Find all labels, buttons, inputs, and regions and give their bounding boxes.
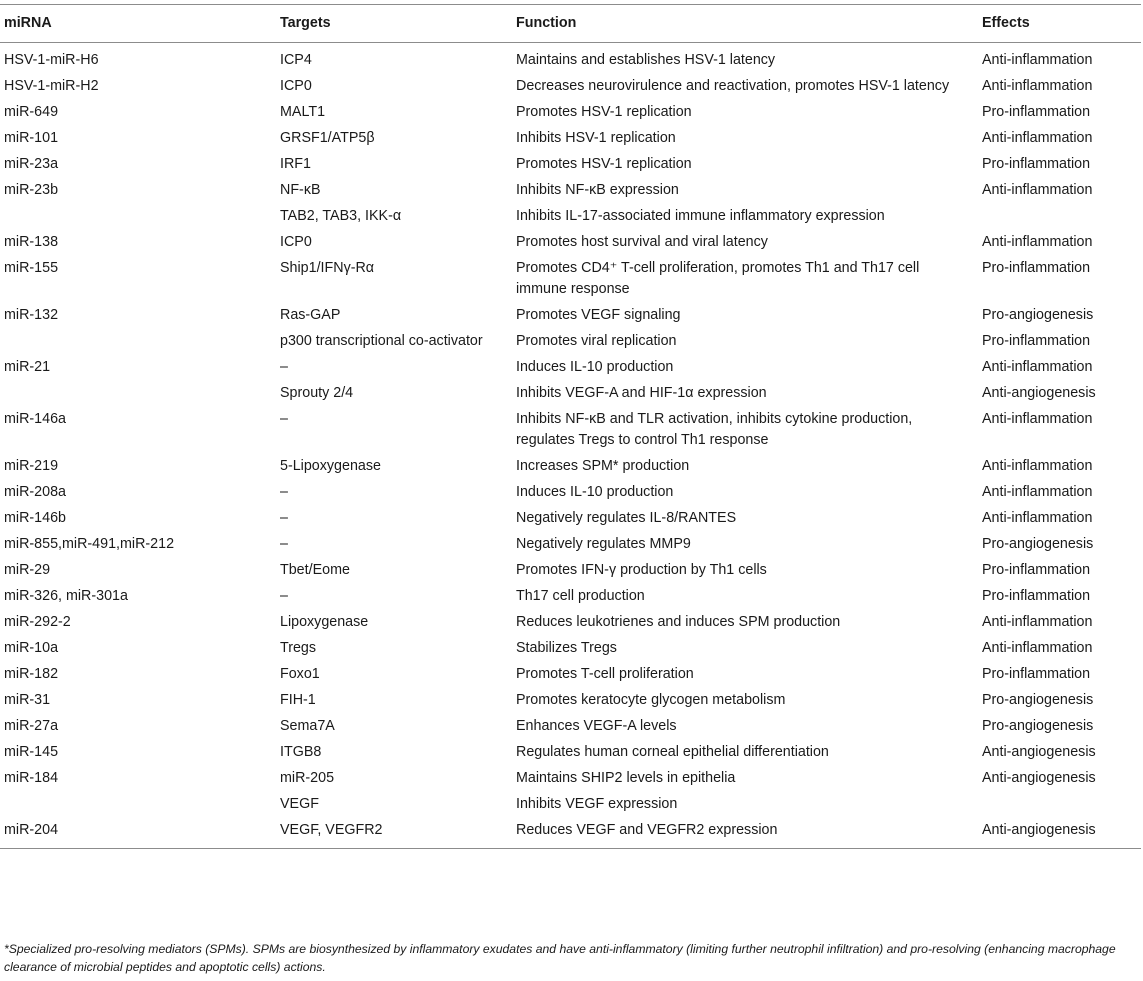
header-function: Function bbox=[516, 15, 577, 31]
cell-effects: Pro-angiogenesis bbox=[982, 718, 1094, 734]
table-row bbox=[0, 329, 1141, 355]
cell-function: Regulates human corneal epithelial differentiation bbox=[516, 744, 829, 760]
table-row bbox=[0, 818, 1141, 849]
table-row bbox=[0, 636, 1141, 662]
cell-mirna: HSV-1-miR-H2 bbox=[4, 78, 99, 94]
cell-targets: – bbox=[280, 588, 288, 604]
cell-targets: Lipoxygenase bbox=[280, 614, 369, 630]
cell-mirna: miR-31 bbox=[4, 692, 51, 708]
cell-targets: Sema7A bbox=[280, 718, 335, 734]
cell-mirna: miR-326, miR-301a bbox=[4, 588, 128, 604]
cell-effects: Pro-inflammation bbox=[982, 156, 1091, 172]
cell-effects bbox=[978, 204, 1141, 230]
cell-effects: Anti-angiogenesis bbox=[982, 822, 1096, 838]
cell-function: Inhibits IL-17-associated immune inflammatory expression bbox=[516, 208, 885, 224]
table-row bbox=[0, 381, 1141, 407]
table-row bbox=[0, 740, 1141, 766]
cell-function: Promotes CD4⁺ T-cell proliferation, promotes Th1 and Th17 cell immune response bbox=[516, 260, 920, 297]
cell-effects: Anti-inflammation bbox=[982, 234, 1093, 250]
cell-mirna: miR-23a bbox=[4, 156, 59, 172]
header-row bbox=[0, 5, 1141, 43]
cell-function: Inhibits NF-κB and TLR activation, inhibits cytokine production, regulates Tregs to control Th1 response bbox=[516, 411, 913, 448]
cell-function: Inhibits HSV-1 replication bbox=[516, 130, 676, 146]
header-mirna: miRNA bbox=[4, 15, 52, 31]
cell-effects: Pro-angiogenesis bbox=[982, 692, 1094, 708]
cell-mirna: miR-10a bbox=[4, 640, 59, 656]
cell-targets: VEGF, VEGFR2 bbox=[280, 822, 383, 838]
table-row bbox=[0, 766, 1141, 792]
cell-mirna: miR-649 bbox=[4, 104, 59, 120]
table-row bbox=[0, 792, 1141, 818]
cell-effects: Pro-inflammation bbox=[982, 588, 1091, 604]
cell-effects: Pro-inflammation bbox=[982, 562, 1091, 578]
cell-function: Negatively regulates IL-8/RANTES bbox=[516, 510, 737, 526]
cell-function: Reduces VEGF and VEGFR2 expression bbox=[516, 822, 778, 838]
cell-effects: Anti-inflammation bbox=[982, 458, 1093, 474]
cell-function: Induces IL-10 production bbox=[516, 484, 674, 500]
header-targets: Targets bbox=[280, 15, 331, 31]
table-row bbox=[0, 688, 1141, 714]
cell-targets: 5-Lipoxygenase bbox=[280, 458, 381, 474]
table-row bbox=[0, 610, 1141, 636]
cell-effects: Pro-inflammation bbox=[982, 666, 1091, 682]
cell-effects: Pro-inflammation bbox=[982, 104, 1091, 120]
cell-function: Promotes HSV-1 replication bbox=[516, 104, 692, 120]
cell-mirna: miR-21 bbox=[4, 359, 51, 375]
cell-effects: Anti-inflammation bbox=[982, 484, 1093, 500]
cell-mirna: miR-208a bbox=[4, 484, 66, 500]
cell-targets: Foxo1 bbox=[280, 666, 320, 682]
table-row bbox=[0, 256, 1141, 303]
cell-function: Promotes VEGF signaling bbox=[516, 307, 681, 323]
table-footnote: *Specialized pro-resolving mediators (SPMs). SPMs are biosynthesized by inflammatory exudates and have anti-inflammatory (limiting further neutrophil infiltration) and pro-resolving (enhancing macrophage clearance of microbial peptides and apoptotic cells) actions. bbox=[4, 942, 1116, 974]
cell-function: Induces IL-10 production bbox=[516, 359, 674, 375]
cell-targets: miR-205 bbox=[280, 770, 335, 786]
table-row bbox=[0, 480, 1141, 506]
cell-function: Enhances VEGF-A levels bbox=[516, 718, 677, 734]
cell-effects: Anti-inflammation bbox=[982, 411, 1093, 427]
cell-function: Inhibits VEGF-A and HIF-1α expression bbox=[516, 385, 767, 401]
cell-mirna: miR-146b bbox=[4, 510, 66, 526]
cell-effects: Anti-inflammation bbox=[982, 78, 1093, 94]
cell-targets: NF-κB bbox=[280, 182, 321, 198]
cell-mirna: HSV-1-miR-H6 bbox=[4, 52, 99, 68]
cell-targets: – bbox=[280, 359, 288, 375]
cell-function: Promotes HSV-1 replication bbox=[516, 156, 692, 172]
cell-mirna: miR-145 bbox=[4, 744, 59, 760]
cell-targets: VEGF bbox=[280, 796, 319, 812]
cell-mirna: miR-182 bbox=[4, 666, 59, 682]
cell-function: Increases SPM* production bbox=[516, 458, 690, 474]
cell-function: Promotes keratocyte glycogen metabolism bbox=[516, 692, 786, 708]
cell-function: Inhibits NF-κB expression bbox=[516, 182, 679, 198]
cell-function: Promotes viral replication bbox=[516, 333, 677, 349]
table-row bbox=[0, 303, 1141, 329]
table-row bbox=[0, 532, 1141, 558]
cell-effects: Anti-inflammation bbox=[982, 640, 1093, 656]
cell-targets: p300 transcriptional co-activator bbox=[280, 333, 483, 349]
cell-effects: Anti-angiogenesis bbox=[982, 385, 1096, 401]
cell-effects: Anti-inflammation bbox=[982, 182, 1093, 198]
cell-function: Stabilizes Tregs bbox=[516, 640, 617, 656]
cell-targets: ITGB8 bbox=[280, 744, 322, 760]
cell-mirna: miR-138 bbox=[4, 234, 59, 250]
cell-function: Inhibits VEGF expression bbox=[516, 796, 678, 812]
table-row bbox=[0, 558, 1141, 584]
cell-targets: Ship1/IFNγ-Rα bbox=[280, 260, 375, 276]
cell-effects: Anti-angiogenesis bbox=[982, 744, 1096, 760]
table-row bbox=[0, 126, 1141, 152]
cell-targets: MALT1 bbox=[280, 104, 326, 120]
cell-function: Reduces leukotrienes and induces SPM production bbox=[516, 614, 841, 630]
cell-mirna: miR-146a bbox=[4, 411, 66, 427]
cell-targets: – bbox=[280, 536, 288, 552]
cell-mirna: miR-292-2 bbox=[4, 614, 71, 630]
cell-targets: ICP0 bbox=[280, 78, 312, 94]
cell-mirna: miR-219 bbox=[4, 458, 59, 474]
cell-mirna bbox=[0, 381, 276, 407]
cell-targets: – bbox=[280, 510, 288, 526]
cell-mirna: miR-855,miR-491,miR-212 bbox=[4, 536, 175, 552]
cell-targets: IRF1 bbox=[280, 156, 311, 172]
cell-function: Negatively regulates MMP9 bbox=[516, 536, 691, 552]
table-row bbox=[0, 74, 1141, 100]
table-row bbox=[0, 662, 1141, 688]
cell-function: Decreases neurovirulence and reactivation, promotes HSV-1 latency bbox=[516, 78, 950, 94]
cell-effects: Anti-inflammation bbox=[982, 359, 1093, 375]
cell-function: Th17 cell production bbox=[516, 588, 645, 604]
cell-targets: ICP4 bbox=[280, 52, 312, 68]
cell-targets: Ras-GAP bbox=[280, 307, 341, 323]
table-row bbox=[0, 506, 1141, 532]
cell-effects: Pro-inflammation bbox=[982, 260, 1091, 276]
cell-targets: Tregs bbox=[280, 640, 317, 656]
table-row bbox=[0, 454, 1141, 480]
cell-mirna bbox=[0, 329, 276, 355]
cell-function: Maintains and establishes HSV-1 latency bbox=[516, 52, 776, 68]
cell-function: Promotes host survival and viral latency bbox=[516, 234, 768, 250]
cell-targets: GRSF1/ATP5β bbox=[280, 130, 375, 146]
cell-effects: Pro-inflammation bbox=[982, 333, 1091, 349]
cell-mirna: miR-27a bbox=[4, 718, 59, 734]
cell-mirna bbox=[0, 792, 276, 818]
cell-effects: Anti-inflammation bbox=[982, 614, 1093, 630]
cell-effects: Anti-inflammation bbox=[982, 130, 1093, 146]
table-row bbox=[0, 714, 1141, 740]
cell-effects: Anti-angiogenesis bbox=[982, 770, 1096, 786]
cell-effects bbox=[978, 792, 1141, 818]
cell-mirna: miR-155 bbox=[4, 260, 59, 276]
table-row bbox=[0, 355, 1141, 381]
cell-function: Promotes T-cell proliferation bbox=[516, 666, 694, 682]
cell-targets: FIH-1 bbox=[280, 692, 316, 708]
table-row bbox=[0, 584, 1141, 610]
cell-effects: Anti-inflammation bbox=[982, 510, 1093, 526]
table-row bbox=[0, 230, 1141, 256]
table-row bbox=[0, 178, 1141, 204]
mirna-table bbox=[0, 4, 1141, 849]
cell-effects: Pro-angiogenesis bbox=[982, 307, 1094, 323]
cell-mirna: miR-184 bbox=[4, 770, 59, 786]
cell-targets: – bbox=[280, 411, 288, 427]
cell-mirna: miR-132 bbox=[4, 307, 59, 323]
table-header bbox=[0, 5, 1141, 43]
table-body bbox=[0, 43, 1141, 849]
cell-function: Promotes IFN-γ production by Th1 cells bbox=[516, 562, 767, 578]
cell-mirna bbox=[0, 204, 276, 230]
cell-function: Maintains SHIP2 levels in epithelia bbox=[516, 770, 736, 786]
cell-effects: Anti-inflammation bbox=[982, 52, 1093, 68]
cell-mirna: miR-23b bbox=[4, 182, 59, 198]
cell-targets: – bbox=[280, 484, 288, 500]
cell-mirna: miR-204 bbox=[4, 822, 59, 838]
header-effects: Effects bbox=[982, 15, 1030, 31]
cell-mirna: miR-29 bbox=[4, 562, 51, 578]
cell-mirna: miR-101 bbox=[4, 130, 59, 146]
cell-targets: Sprouty 2/4 bbox=[280, 385, 354, 401]
cell-targets: ICP0 bbox=[280, 234, 312, 250]
cell-effects: Pro-angiogenesis bbox=[982, 536, 1094, 552]
cell-targets: TAB2, TAB3, IKK-α bbox=[280, 208, 402, 224]
table-row bbox=[0, 43, 1141, 74]
cell-targets: Tbet/Eome bbox=[280, 562, 350, 578]
table-row bbox=[0, 407, 1141, 454]
table-row bbox=[0, 152, 1141, 178]
table-row bbox=[0, 204, 1141, 230]
table-row bbox=[0, 100, 1141, 126]
